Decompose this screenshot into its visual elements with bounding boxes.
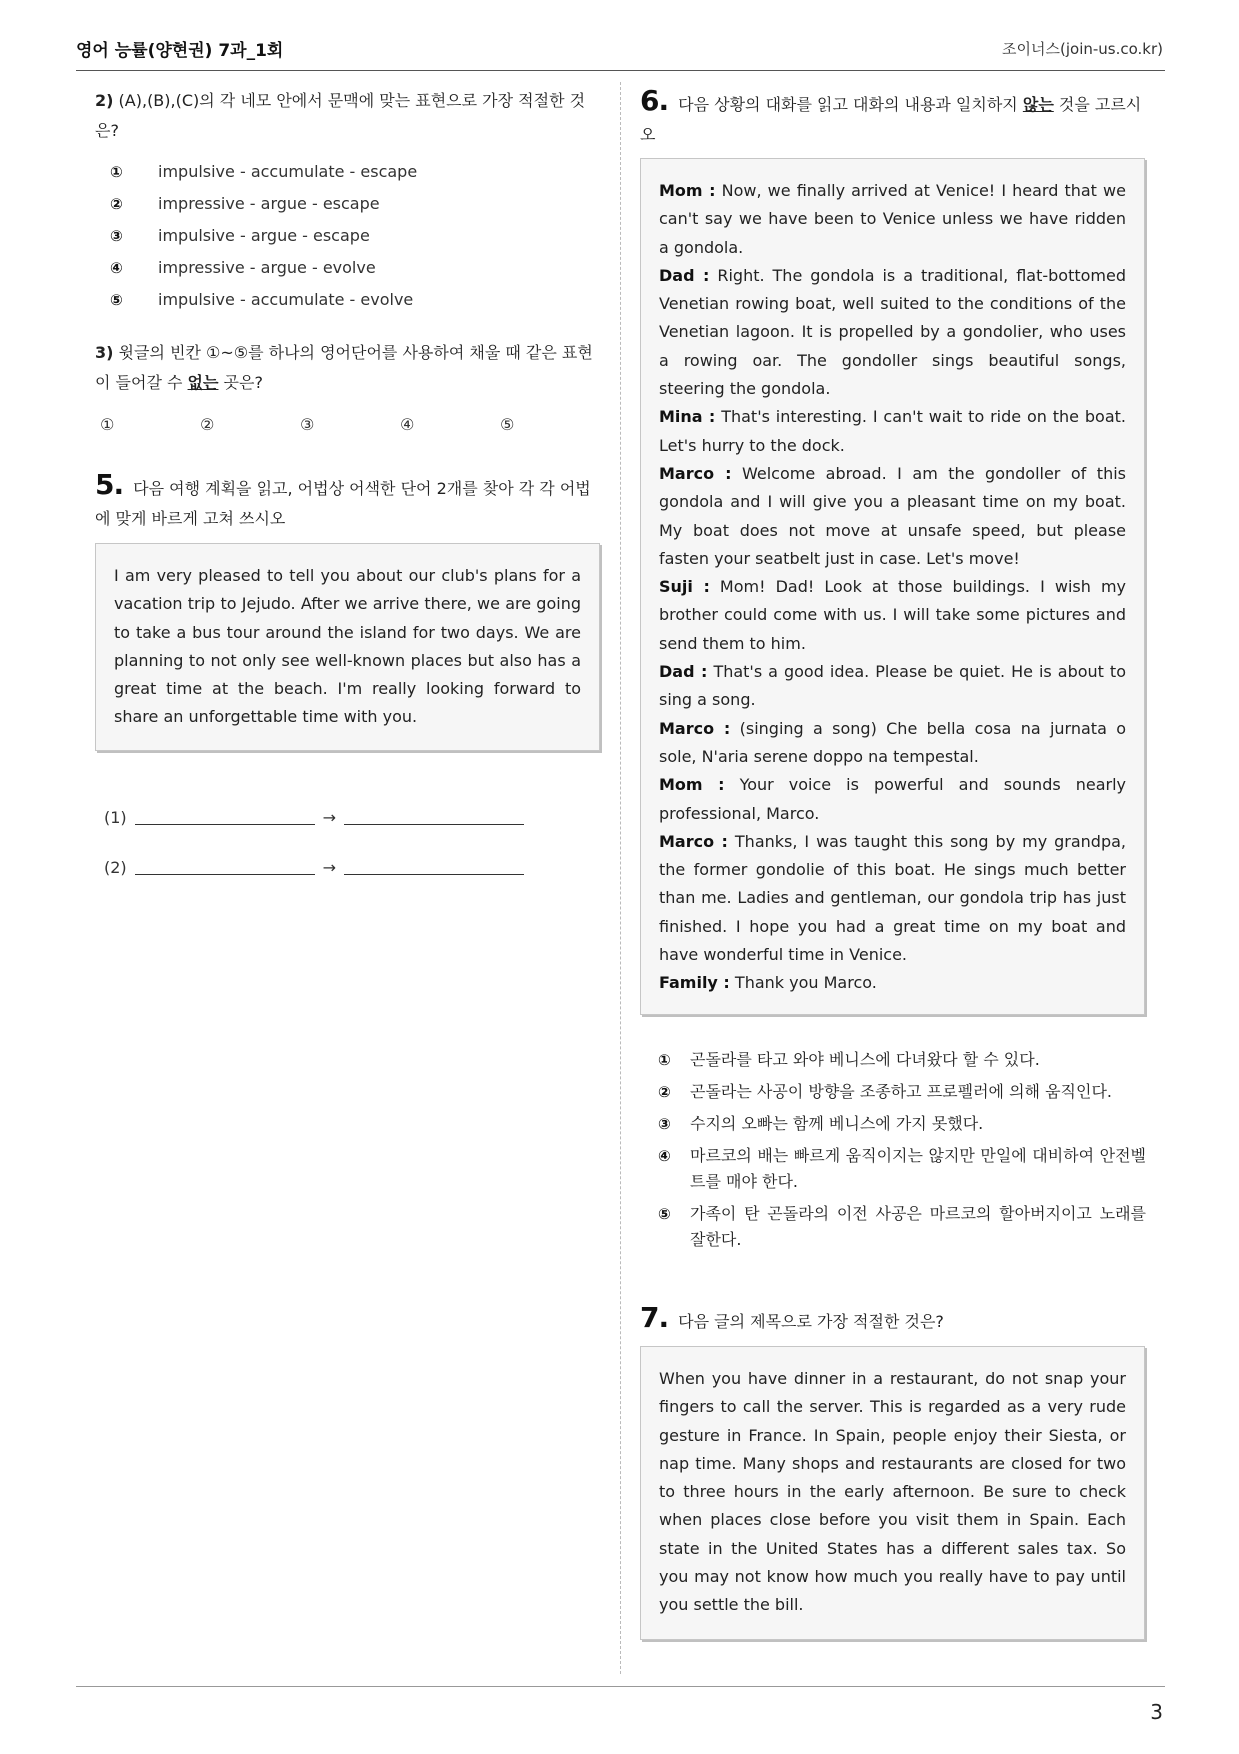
column-divider [620,82,621,1674]
question-7-prompt: 7. 다음 글의 제목으로 가장 적절한 것은? [640,1301,944,1334]
choice-4[interactable]: ④ [400,415,415,434]
header-rule [76,70,1165,71]
option-2[interactable]: ② impressive - argue - escape [110,194,380,213]
footer-rule [76,1686,1165,1687]
dialogue-line: Marco : Thanks, I was taught this song by my grandpa, the former gondolie of this boat. He sings much better than me. Ladies and gentleman, our gondola trip has just finished. I hope you had a great time on my boat and have wonderful time in Venice. [659,831,1127,965]
dialogue-line: Mom : Now, we finally arrived at Venice! I heard that we can't say we have been to Venice unless we have ridden a gondola. [659,181,1126,257]
option-4[interactable]: ④ impressive - argue - evolve [110,258,376,277]
option-1[interactable]: ① impulsive - accumulate - escape [110,162,418,181]
choice-5[interactable]: ⑤ [500,415,515,434]
dialogue-line: Marco : (singing a song) Che bella cosa na jurnata o sole, N'aria serene doppo na tempestal. [659,718,1126,766]
question-6-options [658,1047,1146,1253]
question-6-prompt: 6. 다음 상황의 대화를 읽고 대화의 내용과 일치하지 않는 것을 고르시오 [640,84,1142,144]
question-3-choices [100,415,600,434]
question-5-passage: I am very pleased to tell you about our club's plans for a vacation trip to Jejudo. After we arrive there, we are going to take a bus tour around the island for two days. We are planning to not only see well-known places but also has a great time at the beach. I'm really looking forward to share an unforgettable time with you. [114,566,581,727]
dialogue-line: Dad : That's a good idea. Please be quiet. He is about to sing a song. [659,662,1126,710]
option-4[interactable]: ④ 마르코의 배는 빠르게 움직이지는 않지만 만일에 대비하여 안전벨트를 매야 한다. [658,1146,1146,1191]
document-title: 영어 능률(양현권) 7과_1회 [76,41,284,61]
dialogue-line: Family : Thank you Marco. [659,973,877,993]
option-1[interactable]: ① 곤돌라를 타고 와야 베니스에 다녀왔다 할 수 있다. [658,1050,1040,1069]
answer-blank-2[interactable]: (2) → [104,858,532,877]
option-5[interactable]: ⑤ 가족이 탄 곤돌라의 이전 사공은 마르코의 할아버지이고 노래를 잘한다. [658,1204,1146,1249]
question-7-passage: When you have dinner in a restaurant, do not snap your fingers to call the server. This is regarded as a very rude gesture in France. In Spain, people enjoy their Siesta, or nap time. Many shops and restaurants are closed for two to three hours in the early afternoon. Be sure to check when places close before you visit them in Spain. Each state in the United States has a different sales tax. So you may not know how much you really have to pay until you settle the bill. [659,1369,1126,1615]
question-7-passage-box [640,1346,1145,1640]
choice-1[interactable]: ① [100,415,115,434]
option-3[interactable]: ③ impulsive - argue - escape [110,226,370,245]
option-2[interactable]: ② 곤돌라는 사공이 방향을 조종하고 프로펠러에 의해 움직인다. [658,1082,1113,1101]
question-5-prompt: 5. 다음 여행 계획을 읽고, 어법상 어색한 단어 2개를 찾아 각 각 어법에 맞게 바르게 고쳐 쓰시오 [95,468,591,528]
choice-2[interactable]: ② [200,415,215,434]
question-5-passage-box [95,543,600,751]
answer-blank-1[interactable]: (1) → [104,808,532,827]
dialogue-line: Mina : That's interesting. I can't wait to ride on the boat. Let's hurry to the dock. [659,407,1126,455]
question-3-prompt: 3) 윗글의 빈칸 ①~⑤를 하나의 영어단어를 사용하여 채울 때 같은 표현이 들어갈 수 없는 곳은? [95,343,593,392]
dialogue-line: Suji : Mom! Dad! Look at those buildings. I wish my brother could come with us. I will take some pictures and send them to him. [659,577,1126,653]
site-name: 조이너스(join-us.co.kr) [1002,40,1163,58]
choice-3[interactable]: ③ [300,415,315,434]
dialogue-line: Marco : Welcome abroad. I am the gondoller of this gondola and I will give you a pleasant time on my boat. My boat does not move at unsafe speed, but please fasten your seatbelt just in case. Let's move! [659,463,1126,568]
option-3[interactable]: ③ 수지의 오빠는 함께 베니스에 가지 못했다. [658,1114,984,1133]
question-2-options [110,156,590,316]
question-2-prompt: 2) (A),(B),(C)의 각 네모 안에서 문맥에 맞는 표현으로 가장 적절한 것은? [95,91,586,140]
option-5[interactable]: ⑤ impulsive - accumulate - evolve [110,290,414,309]
dialogue-line: Dad : Right. The gondola is a traditional, flat-bottomed Venetian rowing boat, well suited to the conditions of the Venetian lagoon. It is propelled by a gondolier, who uses a rowing oar. The gondoller sings beautiful songs, steering the gondola. [659,265,1126,399]
page-number: 3 [1150,1700,1163,1724]
dialogue-line: Mom : Your voice is powerful and sounds nearly professional, Marco. [659,775,1127,823]
question-6-dialogue-box [640,158,1145,1015]
